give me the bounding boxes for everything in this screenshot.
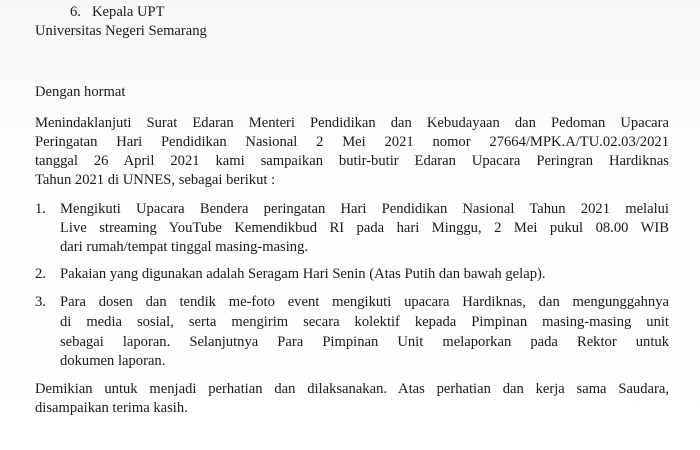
- list-item-line: Para dosen dan tendik me-foto event mengikuti upacara Hardiknas, dan mengunggahnya: [60, 294, 669, 310]
- intro-line: Menindaklanjuti Surat Edaran Menteri Pendidikan dan Kebudayaan dan Pedoman Upacara: [35, 115, 669, 131]
- list-item-number: 1.: [35, 201, 46, 217]
- list-item-line: sebagai laporan. Selanjutnya Para Pimpinan Unit melaporkan pada Rektor untuk: [60, 334, 669, 350]
- list-item-number: 2.: [35, 266, 46, 282]
- intro-line: Tahun 2021 di UNNES, sebagai berikut :: [35, 172, 276, 188]
- intro-line: Peringatan Hari Pendidikan Nasional 2 Mei 2021 nomor 27664/MPK.A/TU.02.03/2021: [35, 134, 669, 150]
- list-item-line: Live streaming YouTube Kemendikbud RI pada hari Minggu, 2 Mei pukul 08.00 WIB: [60, 220, 669, 236]
- closing-line: Demikian untuk menjadi perhatian dan dilaksanakan. Atas perhatian dan kerja sama Saudara,: [35, 381, 669, 397]
- closing-line: disampaikan terima kasih.: [35, 400, 188, 416]
- list-item-number: 3.: [35, 294, 46, 310]
- recipient-title: Kepala UPT: [92, 4, 165, 20]
- salutation: Dengan hormat: [35, 84, 126, 100]
- intro-line: tanggal 26 April 2021 kami sampaikan butir-butir Edaran Upacara Peringran Hardiknas: [35, 153, 669, 169]
- list-item-line: dari rumah/tempat tinggal masing-masing.: [60, 239, 309, 255]
- institution-name: Universitas Negeri Semarang: [35, 23, 207, 39]
- list-item-line: di media sosial, serta mengirim secara kolektif kepada Pimpinan masing-masing unit: [60, 314, 669, 330]
- list-item-line: Pakaian yang digunakan adalah Seragam Hari Senin (Atas Putih dan bawah gelap).: [60, 266, 546, 282]
- recipient-number: 6.: [70, 4, 81, 20]
- list-item-line: Mengikuti Upacara Bendera peringatan Hari Pendidikan Nasional Tahun 2021 melalui: [60, 201, 669, 217]
- list-item-line: dokumen laporan.: [60, 353, 166, 369]
